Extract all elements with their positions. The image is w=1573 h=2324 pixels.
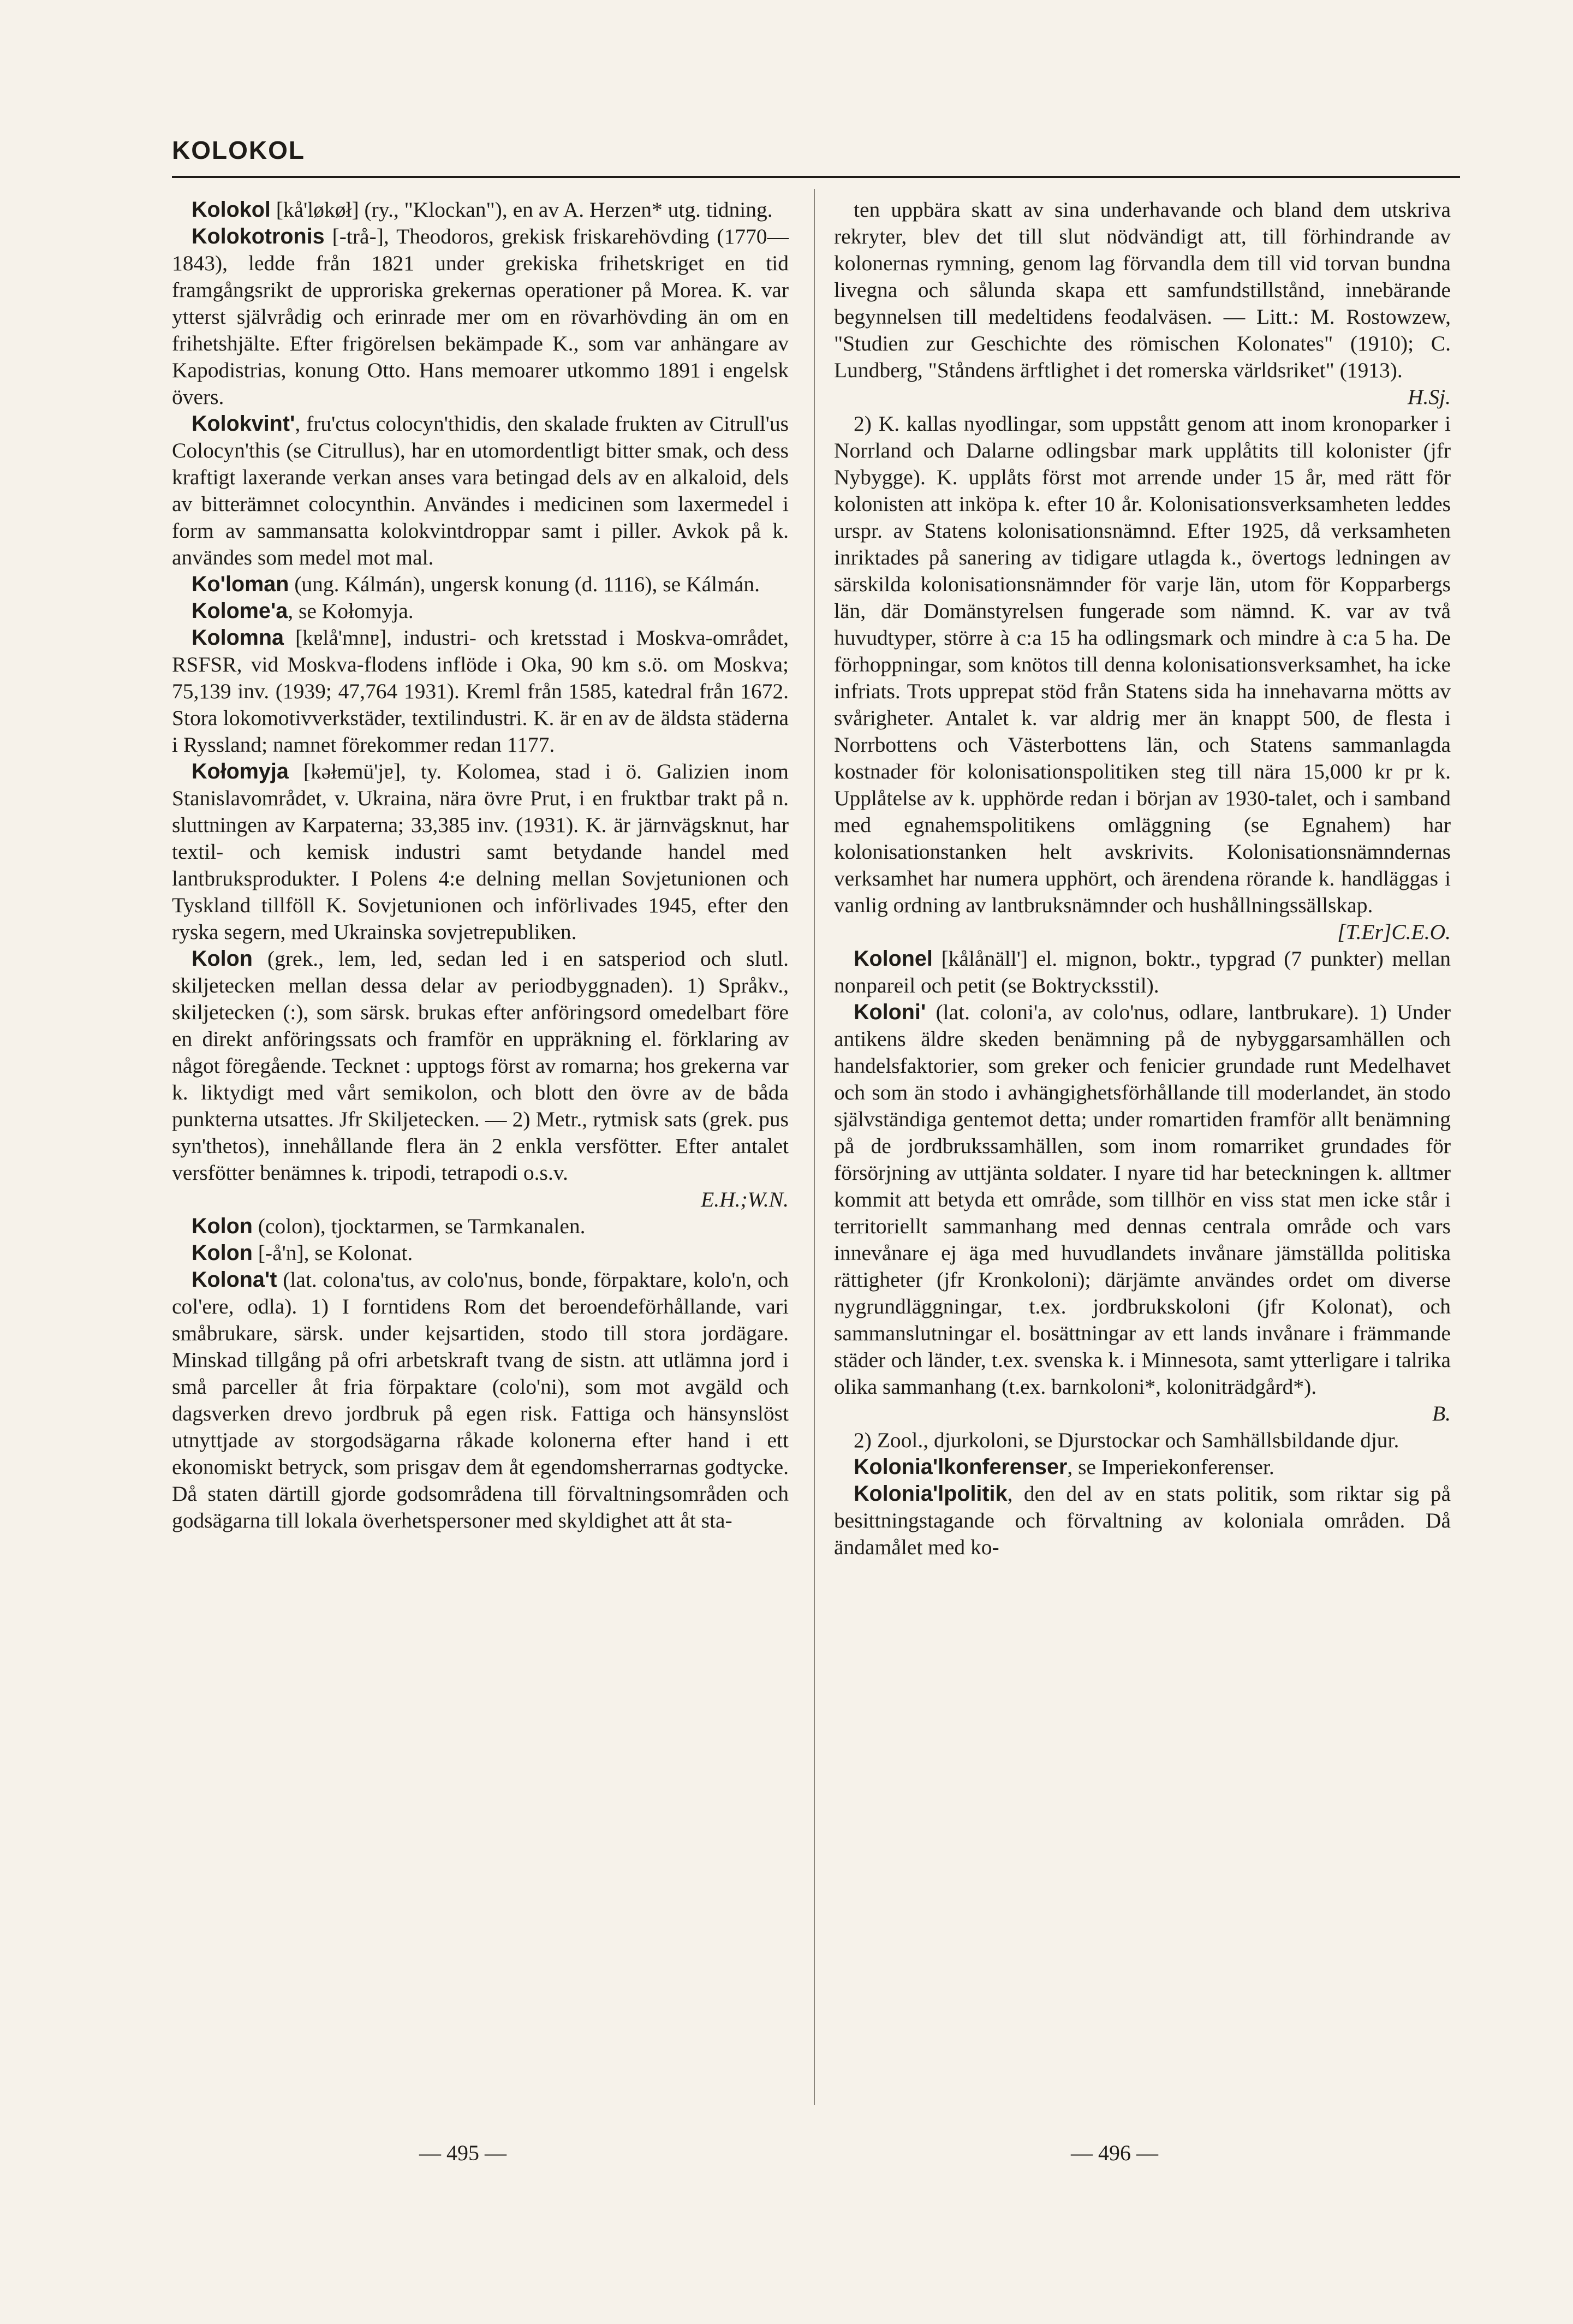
entry — [172, 223, 789, 411]
entry-text: , fru'ctus colocyn'thidis, den skalade frukten av Citrull'us Colocyn'this (se Citrullus), har en utomordentligt bitter smak, och dess kraftigt laxerande verkan anses vara betingad dels av en alkaloid, dels av bitterämnet colocynthin. Användes i medicinen som laxermedel i form av sammansatta kolokvintdroppar samt i piller. Avkok på k. användes som medel mot mal. — [172, 412, 789, 569]
author-signature: [T.Er]C.E.O. — [1337, 920, 1451, 944]
entry-text: , se Imperiekonferenser. — [1067, 1455, 1274, 1479]
entry-text: , se Kołomyja. — [288, 599, 414, 623]
entry-text: ten uppbära skatt av sina underhavande och bland dem utskriva rekryter, blev det till slut nödvändigt att, till förhindrande av kolonernas rymning, genom lag förvandla dem till vid torvan bundna livegna och sålunda skapa ett samfundstillstånd, innebärande begynnelsen till medeltidens feodalväsen. — Litt.: M. Rostowzew, "Studien zur Geschichte des römischen Kolonates" (1910); C. Lundberg, "Ståndens ärftlighet i det romerska världsriket" (1913). — [834, 198, 1451, 382]
entry-text: , den del av en stats politik, som riktar sig på besittningstagande och förvaltning av koloniala områden. Då ändamålet med ko- — [834, 1482, 1451, 1559]
entry — [172, 1267, 789, 1534]
entry — [834, 946, 1451, 999]
entry — [172, 598, 789, 625]
page-number-right: — 496 — — [1071, 2141, 1158, 2165]
entry-text: (colon), tjocktarmen, se Tarmkanalen. — [252, 1214, 586, 1238]
entry-headword: Kolon — [192, 1214, 253, 1238]
entry-headword: Koloni' — [854, 1000, 926, 1024]
entry — [172, 571, 789, 598]
entry-text: [-å'n], se Kolonat. — [252, 1241, 413, 1265]
entry-text: (lat. colona'tus, av colo'nus, bonde, förpaktare, kolo'n, och col'ere, odla). 1) I forntidens Rom det beroendeförhållande, vari småbrukare, särsk. under kejsartiden, stodo till stora jordägare. Minskad tillgång på ofri arbetskraft tvang de sistn. att utlämna jord i små parceller åt fria förpaktare (colo'ni), som mot avgäld och dagsverken drevo jordbruk på egen risk. Fattiga och hänsynslöst utnyttjade av storgodsägarna råkade kolonerna efter hand i ett ekonomiskt betryck, som prisgav dem åt egendomsherrarnas godtycke. Då staten därtill gjorde godsområdena till förvaltningsområden och godsägarna till lokala överhetspersoner med skyldighet att åt sta- — [172, 1268, 789, 1532]
entry-text: [kå'løkøł] (ry., "Klockan"), en av A. Herzen* utg. tidning. — [270, 198, 773, 222]
entry-text: 2) Zool., djurkoloni, se Djurstockar och Samhällsbildande djur. — [854, 1428, 1399, 1452]
author-signature: E.H.;W.N. — [701, 1187, 789, 1211]
entry-headword: Kolokvint' — [192, 412, 295, 436]
header-rule — [172, 176, 1460, 178]
entry-headword: Kolonia'lkonferenser — [854, 1455, 1068, 1479]
entry-headword: Kolona't — [192, 1268, 277, 1292]
entry-text: [kɐlå'mnɐ], industri- och kretsstad i Moskva-området, RSFSR, vid Moskva-flodens inflöde i Oka, 90 km s.ö. om Moskva; 75,139 inv. (1939; 47,764 1931). Kreml från 1585, katedral från 1672. Stora lokomotivverkstäder, textilindustri. K. är en av de äldsta städerna i Ryssland; namnet förekommer redan 1177. — [172, 626, 789, 757]
entry-text: [kålånäll'] el. mignon, boktr., typgrad (7 punkter) mellan nonpareil och petit (se Boktrycksstil). — [834, 947, 1451, 997]
entry-headword: Kolon — [192, 1241, 253, 1265]
column-divider — [814, 189, 815, 2105]
entry-headword: Kolonia'lpolitik — [854, 1482, 1008, 1506]
entry-text: [kəłɐmü'jɐ], ty. Kolomea, stad i ö. Galizien inom Stanislavområdet, v. Ukraina, nära övre Prut, i en fruktbar trakt på n. sluttningen av Karpaterna; 33,385 inv. (1931). K. är järnvägsknut, har textil- och kemisk industri samt betydande handel med lantbruksprodukter. I Polens 4:e delning mellan Sovjetunionen och Tyskland tillföll K. Sovjetunionen och införlivades 1945, efter den ryska segern, med Ukrainska sovjetrepubliken. — [172, 759, 789, 944]
entry-headword: Kolokol — [192, 198, 271, 222]
running-head: KOLOKOL — [172, 136, 305, 164]
entry — [172, 758, 789, 946]
entry-text: [-trå-], Theodoros, grekisk friskarehövding (1770—1843), ledde från 1821 under grekiska frihetskriget en tid framgångsrikt de upproriska grekernas operationer på Morea. K. var ytterst självrådig och erinrade mer om en rövarhövding än om en frihetshjälte. Efter frigörelsen bekämpade K., som var anhängare av Kapodistrias, konung Otto. Hans memoarer utkommo 1891 i engelsk övers. — [172, 224, 789, 409]
entry — [834, 1481, 1451, 1561]
entry-headword: Kołomyja — [192, 759, 289, 783]
page-header — [172, 135, 1460, 178]
entry — [172, 1240, 789, 1267]
entry-text: (ung. Kálmán), ungersk konung (d. 1116), se Kálmán. — [289, 572, 760, 596]
entry-text: (grek., lem, led, sedan led i en satsperiod och slutl. skiljetecken mellan dessa delar av periodbyggnaden). 1) Språkv., skiljetecken (:), som särsk. brukas efter anföringsord omedelbart före en direkt anföringssats och framför en uppräkning el. förklaring av något föregående. Tecknet : upptogs först av romarna; hos grekerna var k. liktydigt med vårt semikolon, och blott den övre av de båda punkterna utsattes. Jfr Skiljetecken. — 2) Metr., rytmisk sats (grek. pus syn'thetos), innehållande flera än 2 enkla versfötter. Efter antalet versfötter benämnes k. tripodi, tetrapodi o.s.v. — [172, 947, 789, 1185]
entry — [172, 1213, 789, 1240]
author-signature: B. — [1432, 1401, 1451, 1425]
entry — [834, 411, 1451, 946]
entry — [834, 1454, 1451, 1481]
entry — [834, 1427, 1451, 1454]
entry-headword: Kolonel — [854, 947, 933, 971]
entry — [834, 197, 1451, 411]
author-signature: H.Sj. — [1408, 385, 1451, 409]
entry-text: (lat. coloni'a, av colo'nus, odlare, lantbrukare). 1) Under antikens äldre skeden benämning på de nybyggarsamhällen och handelsfaktorier, som greker och fenicier grundade runt Medelhavet och som än stodo i avhängighetsförhållande till moderlandet, än stodo självständiga gentemot detta; under romartiden framför allt benämning på de jordbrukssamhällen, som inom romarriket grundades för försörjning av uttjänta soldater. I nyare tid har beteckningen k. alltmer kommit att betyda ett område, som tillhör en viss stat men icke står i territoriellt sammanhang med dennas centrala område och vars innevånare ej äga med huvudlandets invånare jämställda politiska rättigheter (jfr Kronkoloni); därjämte användes ordet om diverse nygrundläggningar, t.ex. jordbrukskoloni (jfr Kolonat), och sammanslutningar el. bosättningar av ett lands invånare i främmande städer och länder, t.ex. svenska k. i Minnesota, samt ytterligare i talrika olika sammanhang (t.ex. barnkoloni*, koloniträdgård*). — [834, 1000, 1451, 1399]
entry-headword: Kolome'a — [192, 599, 288, 623]
entry-headword: Kolokotronis — [192, 224, 325, 248]
entry — [172, 411, 789, 571]
entry — [834, 999, 1451, 1427]
entry-headword: Kolon — [192, 947, 253, 971]
entry-headword: Kolomna — [192, 626, 284, 650]
entry — [172, 946, 789, 1213]
entry — [172, 197, 789, 223]
entry — [172, 625, 789, 758]
left-column — [172, 197, 789, 1534]
right-column — [834, 197, 1451, 1561]
entry-text: 2) K. kallas nyodlingar, som uppstått genom att inom kronoparker i Norrland och Dalarne odlingsbar mark upplåtits till kolonister (jfr Nybygge). K. upplåts först mot arrende under 15 år, med rätt för kolonisten att inköpa k. efter 10 år. Kolonisationsverksamheten leddes urspr. av Statens kolonisationsnämnd. Efter 1925, då verksamheten inriktades på sanering av tidigare utlagda k., övertogs ledningen av särskilda kolonisationsnämnder för varje län, utom för Kopparbergs län, där Domänstyrelsen fungerade som nämnd. K. var av två huvudtyper, större à c:a 15 ha odlingsmark och mindre à c:a 5 ha. De förhoppningar, som knötos till denna kolonisationsverksamhet, ha icke infriats. Trots upprepat stöd från Statens sida ha innehavarna mötts av svårigheter. Antalet k. var aldrig mer än knappt 500, de flesta i Norrbottens och Västerbottens län, och Statens sammanlagda kostnader för kolonisationspolitiken steg till nära 15,000 kr pr k. Upplåtelse av k. upphörde redan i början av 1930-talet, och i samband med egnahemspolitikens omläggning (se Egnahem) har kolonisationstanken helt avskrivits. Kolonisationsnämndernas verksamhet har numera upphört, och ärendena rörande k. handläggas i vanlig ordning av lantbruksnämnder och hushållningssällskap. — [834, 412, 1451, 917]
page-number-left: — 495 — — [419, 2141, 507, 2165]
entry-headword: Ko'loman — [192, 572, 289, 596]
